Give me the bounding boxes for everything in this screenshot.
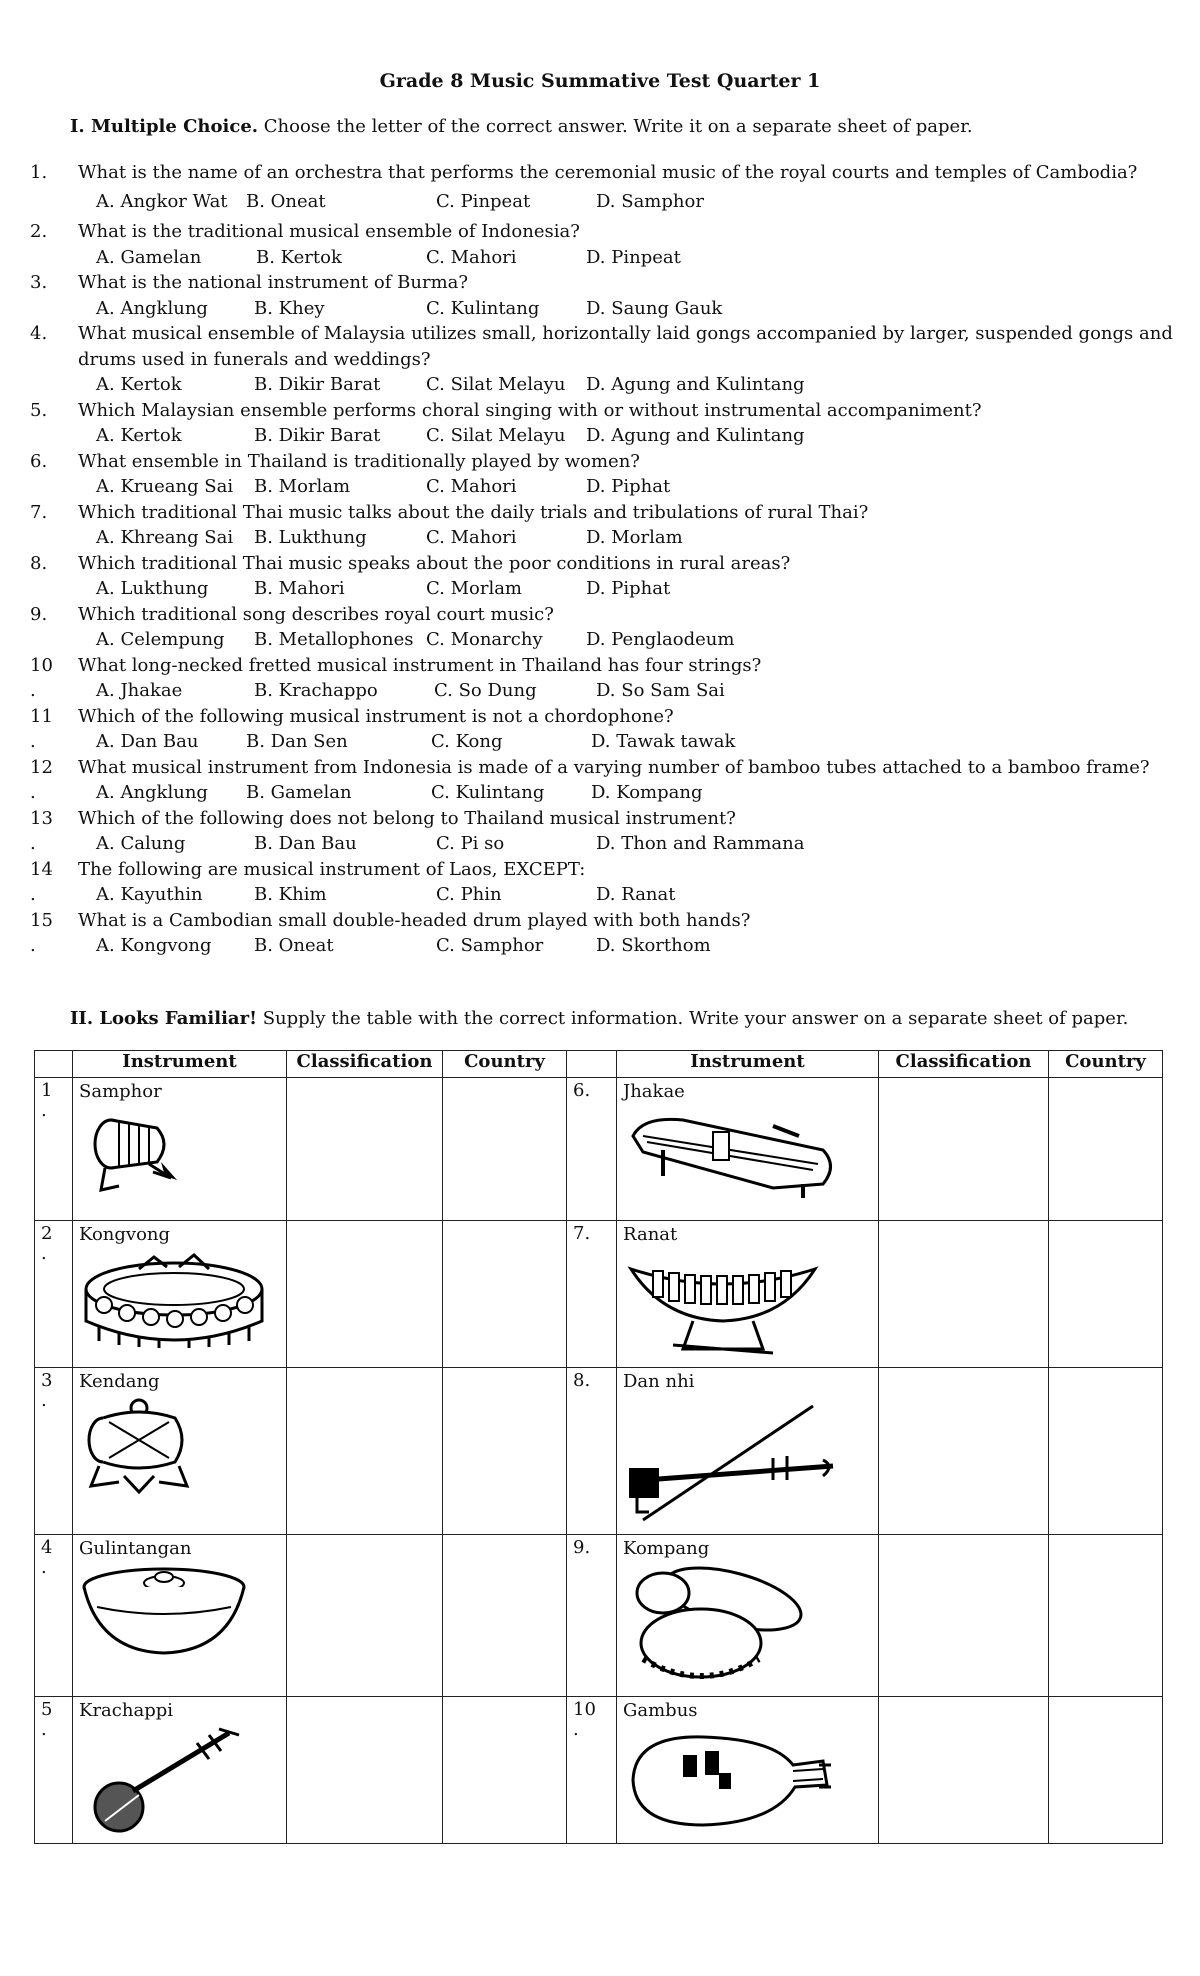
instrument-name: Ranat (623, 1224, 678, 1245)
kompang-frame-drum-icon (623, 1563, 872, 1693)
answer-options (96, 933, 1170, 959)
answer-option: C. Pinpeat (436, 190, 531, 212)
question-text: Which traditional Thai music talks about the daily trials and tribulations of rural Thai? (78, 501, 869, 523)
answer-option: C. Silat Melayu (426, 425, 566, 446)
question-number: 14 . (30, 858, 53, 905)
instrument-name: Samphor (79, 1081, 162, 1102)
instrument-name: Gambus (623, 1700, 698, 1721)
instrument-cell (617, 1697, 879, 1844)
country-answer-cell (1049, 1697, 1163, 1844)
question-number: 1. (30, 162, 48, 183)
instrument-table (34, 1050, 1163, 1844)
question-item (30, 908, 1170, 959)
row-number: 3 . (35, 1368, 73, 1535)
section-2-title: II. Looks Familiar! (70, 1008, 257, 1029)
answer-option: D. Kompang (591, 782, 703, 803)
answer-option: D. Skorthom (596, 935, 711, 956)
answer-option: B. Lukthung (254, 527, 367, 548)
classification-answer-cell (287, 1697, 443, 1844)
classification-answer-cell (879, 1221, 1049, 1368)
question-item (30, 160, 1170, 214)
country-answer-cell (1049, 1368, 1163, 1535)
answer-option: D. Samphor (596, 190, 704, 212)
country-answer-cell (443, 1221, 567, 1368)
instrument-cell (73, 1221, 287, 1368)
answer-option: D. Morlam (586, 527, 683, 548)
answer-option: A. Jhakae (96, 680, 183, 701)
answer-options (96, 189, 1170, 215)
question-number: 8. (30, 552, 48, 574)
question-item (30, 857, 1170, 908)
question-number: 10 . (30, 654, 53, 701)
answer-option: B. Dikir Barat (254, 425, 381, 446)
ranat-xylophone-icon (623, 1249, 872, 1364)
answer-option: A. Celempung (96, 629, 225, 650)
question-item (30, 219, 1170, 270)
row-number: 5 . (35, 1697, 73, 1844)
answer-options (96, 729, 1170, 755)
answer-option: A. Kertok (96, 425, 182, 446)
answer-option: B. Metallophones (254, 629, 414, 650)
answer-options (96, 474, 1170, 500)
question-item (30, 755, 1170, 806)
row-number: 8. (567, 1368, 617, 1535)
question-text: Which of the following musical instrument is not a chordophone? (78, 705, 674, 727)
instrument-cell (617, 1078, 879, 1221)
classification-answer-cell (879, 1078, 1049, 1221)
classification-answer-cell (287, 1535, 443, 1697)
question-list (30, 160, 1173, 959)
country-answer-cell (443, 1697, 567, 1844)
header-instrument-left: Instrument (73, 1051, 287, 1078)
question-number: 9. (30, 603, 48, 625)
answer-option: B. Krachappo (254, 680, 378, 701)
question-item (30, 653, 1170, 704)
answer-option: A. Kongvong (96, 935, 212, 956)
answer-option: A. Angkor Wat (96, 190, 228, 212)
question-item (30, 602, 1170, 653)
gambus-lute-icon (623, 1725, 872, 1840)
answer-option: C. Kulintang (431, 782, 545, 803)
question-item (30, 398, 1170, 449)
question-text: What musical ensemble of Malaysia utilizes small, horizontally laid gongs accompanied by larger, suspended gongs and drums used in funerals and weddings? (78, 323, 1173, 370)
answer-option: B. Dan Sen (246, 731, 348, 752)
classification-answer-cell (287, 1368, 443, 1535)
country-answer-cell (443, 1368, 567, 1535)
instrument-name: Krachappi (79, 1700, 173, 1721)
answer-option: A. Khreang Sai (96, 527, 234, 548)
answer-option: D. Thon and Rammana (596, 833, 805, 854)
answer-options (96, 245, 1170, 271)
instrument-cell (73, 1535, 287, 1697)
answer-option: B. Khim (254, 884, 327, 905)
answer-option: A. Kayuthin (96, 884, 203, 905)
instrument-name: Kompang (623, 1538, 710, 1559)
table-row (35, 1221, 1163, 1368)
header-classification-left: Classification (287, 1051, 443, 1078)
kongvong-gong-circle-icon (79, 1249, 280, 1354)
section-1-title: I. Multiple Choice. (70, 116, 259, 137)
question-item (30, 704, 1170, 755)
answer-option: D. Piphat (586, 476, 671, 497)
instrument-cell (73, 1697, 287, 1844)
instrument-name: Gulintangan (79, 1538, 192, 1559)
instrument-name: Kendang (79, 1371, 160, 1392)
page-title: Grade 8 Music Summative Test Quarter 1 (379, 70, 821, 92)
question-number: 13 . (30, 807, 53, 854)
classification-answer-cell (879, 1535, 1049, 1697)
answer-option: C. Mahori (426, 527, 517, 548)
answer-option: D. Penglaodeum (586, 629, 735, 650)
answer-option: B. Kertok (256, 246, 342, 268)
country-answer-cell (1049, 1221, 1163, 1368)
answer-option: A. Angklung (96, 297, 208, 319)
question-number: 5. (30, 399, 48, 421)
classification-answer-cell (879, 1368, 1049, 1535)
dan-nhi-fiddle-icon (623, 1396, 872, 1531)
answer-option: B. Oneat (246, 190, 326, 212)
instrument-cell (617, 1368, 879, 1535)
answer-option: D. Agung and Kulintang (586, 374, 805, 395)
answer-option: B. Gamelan (246, 782, 352, 803)
question-item (30, 321, 1173, 398)
table-row (35, 1697, 1163, 1844)
question-item (30, 500, 1170, 551)
answer-option: C. Kulintang (426, 297, 540, 319)
classification-answer-cell (879, 1697, 1049, 1844)
answer-option: C. Phin (436, 884, 502, 905)
answer-option: D. So Sam Sai (596, 680, 725, 701)
question-item (30, 806, 1170, 857)
answer-option: B. Dan Bau (254, 833, 357, 854)
answer-option: C. So Dung (434, 680, 537, 701)
question-text: What is the national instrument of Burma? (78, 272, 469, 293)
instrument-name: Kongvong (79, 1224, 171, 1245)
answer-options (96, 296, 1170, 322)
answer-option: B. Mahori (254, 578, 345, 599)
answer-options (96, 627, 1170, 653)
answer-option: A. Lukthung (96, 578, 209, 599)
row-number: 2 . (35, 1221, 73, 1368)
question-number: 2. (30, 221, 48, 242)
answer-option: B. Khey (254, 297, 325, 319)
answer-option: C. Mahori (426, 246, 517, 268)
answer-option: A. Kertok (96, 374, 182, 395)
answer-option: D. Ranat (596, 884, 676, 905)
answer-option: A. Krueang Sai (96, 476, 234, 497)
answer-option: D. Saung Gauk (586, 297, 723, 319)
answer-option: C. Pi so (436, 833, 505, 854)
question-text: Which of the following does not belong to Thailand musical instrument? (78, 807, 736, 829)
table-row (35, 1535, 1163, 1697)
classification-answer-cell (287, 1221, 443, 1368)
answer-option: C. Kong (431, 731, 503, 752)
header-instrument-right: Instrument (617, 1051, 879, 1078)
answer-option: B. Dikir Barat (254, 374, 381, 395)
question-text: What long-necked fretted musical instrument in Thailand has four strings? (78, 654, 762, 676)
answer-option: D. Piphat (586, 578, 671, 599)
answer-option: B. Morlam (254, 476, 351, 497)
answer-option: D. Agung and Kulintang (586, 425, 805, 446)
question-item (30, 270, 1170, 321)
header-classification-right: Classification (879, 1051, 1049, 1078)
answer-options (96, 423, 1170, 449)
answer-option: C. Silat Melayu (426, 374, 566, 395)
instrument-name: Jhakae (623, 1081, 685, 1102)
section-1-instruction: Choose the letter of the correct answer. Write it on a separate sheet of paper. (258, 116, 973, 137)
header-country-left: Country (443, 1051, 567, 1078)
answer-option: D. Tawak tawak (591, 731, 736, 752)
answer-options (96, 576, 1170, 602)
question-text: Which traditional song describes royal court music? (78, 603, 554, 625)
question-text: Which traditional Thai music speaks about the poor conditions in rural areas? (78, 552, 791, 574)
answer-option: A. Dan Bau (96, 731, 199, 752)
answer-option: C. Monarchy (426, 629, 543, 650)
question-item (30, 551, 1170, 602)
section-2-heading (70, 1008, 1128, 1029)
question-text: The following are musical instrument of Laos, EXCEPT: (78, 858, 586, 880)
answer-option: A. Angklung (96, 782, 208, 803)
answer-options (96, 831, 1170, 857)
samphor-drum-icon (79, 1106, 280, 1201)
answer-options (96, 678, 1170, 704)
instrument-name: Dan nhi (623, 1371, 695, 1392)
question-number: 4. (30, 323, 48, 344)
section-2-instruction: Supply the table with the correct information. Write your answer on a separate sheet of paper. (256, 1008, 1129, 1029)
row-number: 1 . (35, 1078, 73, 1221)
gulintangan-gong-icon (79, 1563, 280, 1663)
question-number: 12 . (30, 756, 53, 803)
question-text: What musical instrument from Indonesia is made of a varying number of bamboo tubes attached to a bamboo frame? (78, 756, 1150, 778)
section-1-heading (70, 116, 973, 137)
answer-option: C. Morlam (426, 578, 523, 599)
kendang-drum-icon (79, 1396, 280, 1501)
country-answer-cell (1049, 1078, 1163, 1221)
question-number: 7. (30, 501, 48, 523)
question-text: What is the traditional musical ensemble of Indonesia? (78, 221, 580, 242)
classification-answer-cell (287, 1078, 443, 1221)
question-text: Which Malaysian ensemble performs choral singing with or without instrumental accompaniment? (78, 399, 982, 421)
answer-option: B. Oneat (254, 935, 334, 956)
answer-option: A. Gamelan (96, 246, 202, 268)
row-number: 4 . (35, 1535, 73, 1697)
table-header-row (35, 1051, 1163, 1078)
instrument-cell (73, 1368, 287, 1535)
question-number: 6. (30, 450, 48, 472)
jhakae-zither-icon (623, 1106, 872, 1206)
row-number: 9. (567, 1535, 617, 1697)
answer-option: A. Calung (96, 833, 186, 854)
answer-options (96, 525, 1170, 551)
question-item (30, 449, 1170, 500)
country-answer-cell (443, 1535, 567, 1697)
answer-options (96, 780, 1170, 806)
question-text: What ensemble in Thailand is traditionally played by women? (78, 450, 640, 472)
question-text: What is a Cambodian small double-headed drum played with both hands? (78, 909, 751, 931)
answer-option: C. Mahori (426, 476, 517, 497)
instrument-cell (73, 1078, 287, 1221)
table-row (35, 1368, 1163, 1535)
answer-options (96, 882, 1170, 908)
question-number: 3. (30, 272, 48, 293)
krachappi-lute-icon (79, 1725, 280, 1840)
answer-option: D. Pinpeat (586, 246, 681, 268)
instrument-cell (617, 1221, 879, 1368)
table-row (35, 1078, 1163, 1221)
row-number: 6. (567, 1078, 617, 1221)
answer-options (96, 372, 1170, 398)
question-number: 15 . (30, 909, 53, 956)
question-number: 11 . (30, 705, 53, 752)
header-country-right: Country (1049, 1051, 1163, 1078)
country-answer-cell (443, 1078, 567, 1221)
country-answer-cell (1049, 1535, 1163, 1697)
instrument-cell (617, 1535, 879, 1697)
answer-option: C. Samphor (436, 935, 544, 956)
row-number: 10 . (567, 1697, 617, 1844)
question-text: What is the name of an orchestra that performs the ceremonial music of the royal courts and temples of Cambodia? (78, 162, 1138, 183)
row-number: 7. (567, 1221, 617, 1368)
